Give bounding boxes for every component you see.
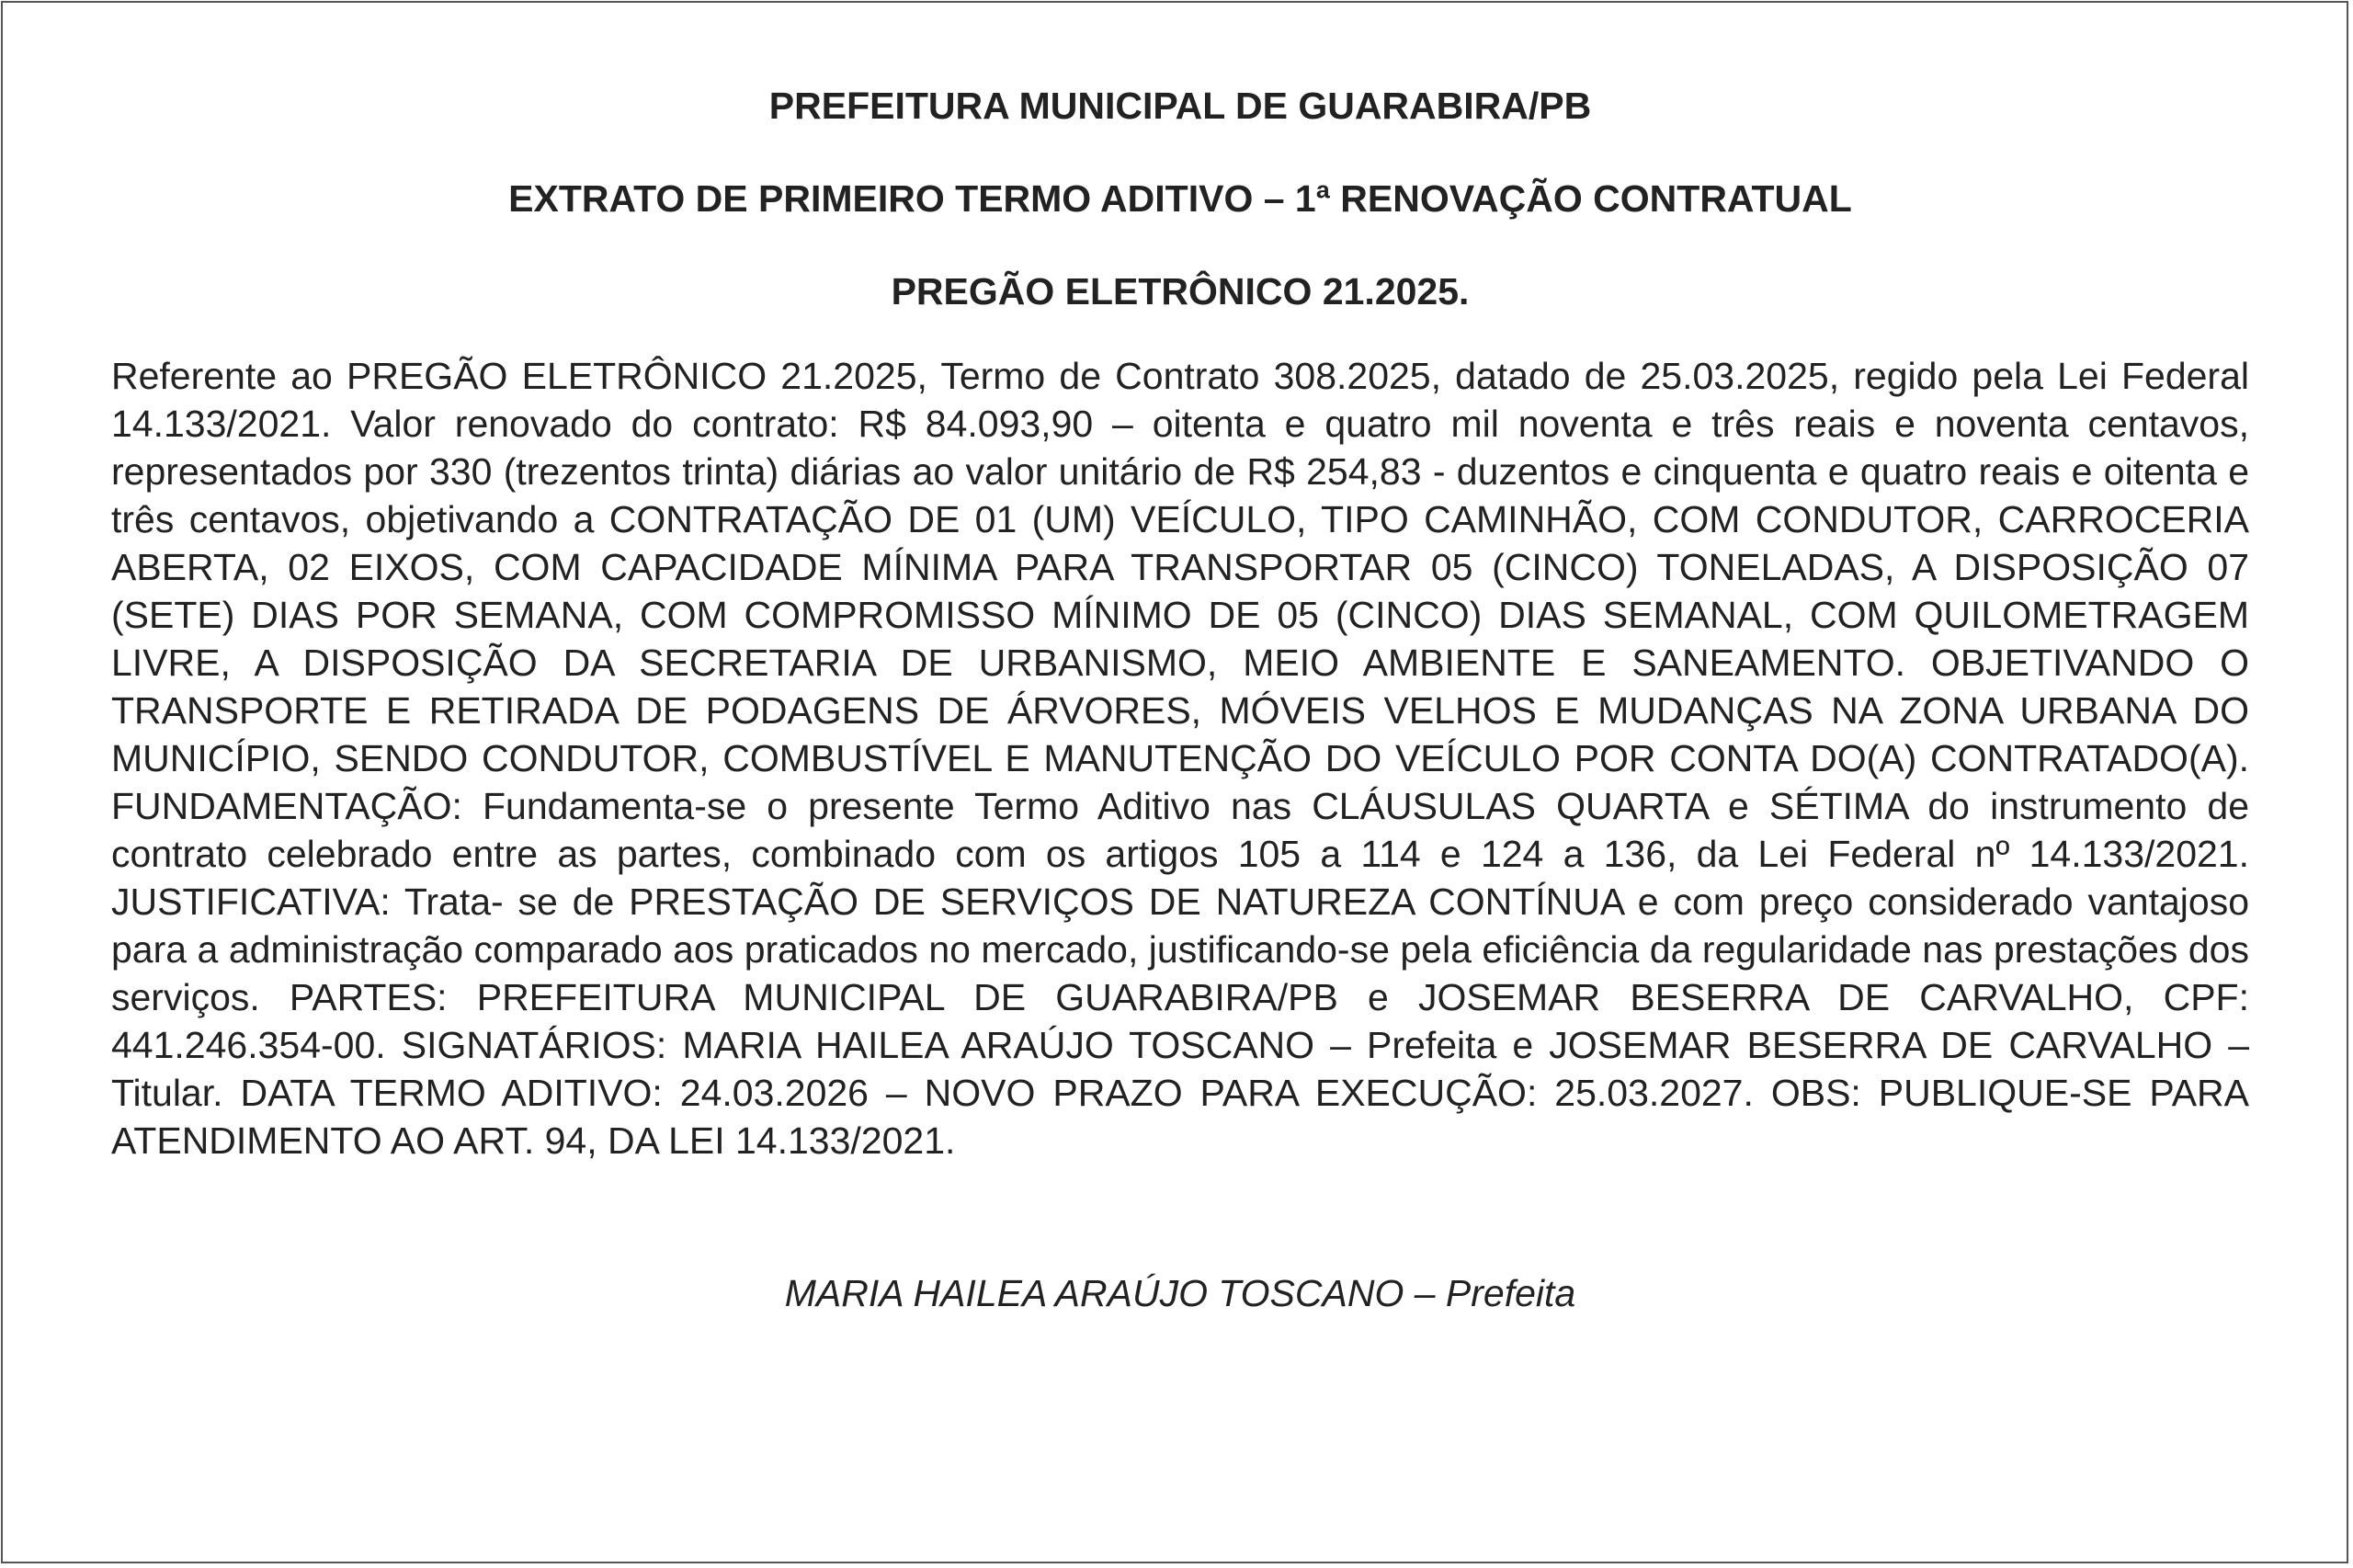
header-extract-title: EXTRATO DE PRIMEIRO TERMO ADITIVO – 1ª RENOVAÇÃO CONTRATUAL bbox=[508, 177, 1852, 220]
document-body: Referente ao PREGÃO ELETRÔNICO 21.2025, Termo de Contrato 308.2025, datado de 25.03.2025, regido pela Lei Federal 14.133/2021. Valor renovado do contrato: R$ 84.093,90 – oitenta e quatro mil noventa e três reais e noventa centavos, representados por 330 (trezentos trinta) diárias ao valor unitário de R$ 254,83 - duzentos e cinquenta e quatro reais e oitenta e três centavos, objetivando a CONTRATAÇÃO DE 01 (UM) VEÍCULO, TIPO CAMINHÃO, COM CONDUTOR, CARROCERIA ABERTA, 02 EIXOS, COM CAPACIDADE MÍNIMA PARA TRANSPORTAR 05 (CINCO) TONELADAS, A DISPOSIÇÃO 07 (SETE) DIAS POR SEMANA, COM COMPROMISSO MÍNIMO DE 05 (CINCO) DIAS SEMANAL, COM QUILOMETRAGEM LIVRE, A DISPOSIÇÃO DA SECRETARIA DE URBANISMO, MEIO AMBIENTE E SANEAMENTO. OBJETIVANDO O TRANSPORTE E RETIRADA DE PODAGENS DE ÁRVORES, MÓVEIS VELHOS E MUDANÇAS NA ZONA URBANA DO MUNICÍPIO, SENDO CONDUTOR, COMBUSTÍVEL E MANUTENÇÃO DO VEÍCULO POR CONTA DO(A) CONTRATADO(A). FUNDAMENTAÇÃO: Fundamenta-se o presente Termo Aditivo nas CLÁUSULAS QUARTA e SÉTIMA do instrumento de contrato celebrado entre as partes, combinado com os artigos 105 a 114 e 124 a 136, da Lei Federal nº 14.133/2021. JUSTIFICATIVA: Trata- se de PRESTAÇÃO DE SERVIÇOS DE NATUREZA CONTÍNUA e com preço considerado vantajoso para a administração comparado aos praticados no mercado, justificando-se pela eficiência da regularidade nas prestações dos serviços. PARTES: PREFEITURA MUNICIPAL DE GUARABIRA/PB e JOSEMAR BESERRA DE CARVALHO, CPF: 441.246.354-00. SIGNATÁRIOS: MARIA HAILEA ARAÚJO TOSCANO – Prefeita e JOSEMAR BESERRA DE CARVALHO – Titular. DATA TERMO ADITIVO: 24.03.2026 – NOVO PRAZO PARA EXECUÇÃO: 25.03.2027. OBS: PUBLIQUE-SE PARA ATENDIMENTO AO ART. 94, DA LEI 14.133/2021. bbox=[111, 355, 2249, 1162]
header-municipality: PREFEITURA MUNICIPAL DE GUARABIRA/PB bbox=[768, 85, 1592, 127]
signature-line: MARIA HAILEA ARAÚJO TOSCANO – Prefeita bbox=[784, 1272, 1576, 1314]
header-auction-number: PREGÃO ELETRÔNICO 21.2025. bbox=[891, 270, 1470, 312]
document-content bbox=[111, 78, 2249, 1317]
document-frame bbox=[1, 1, 2348, 1563]
